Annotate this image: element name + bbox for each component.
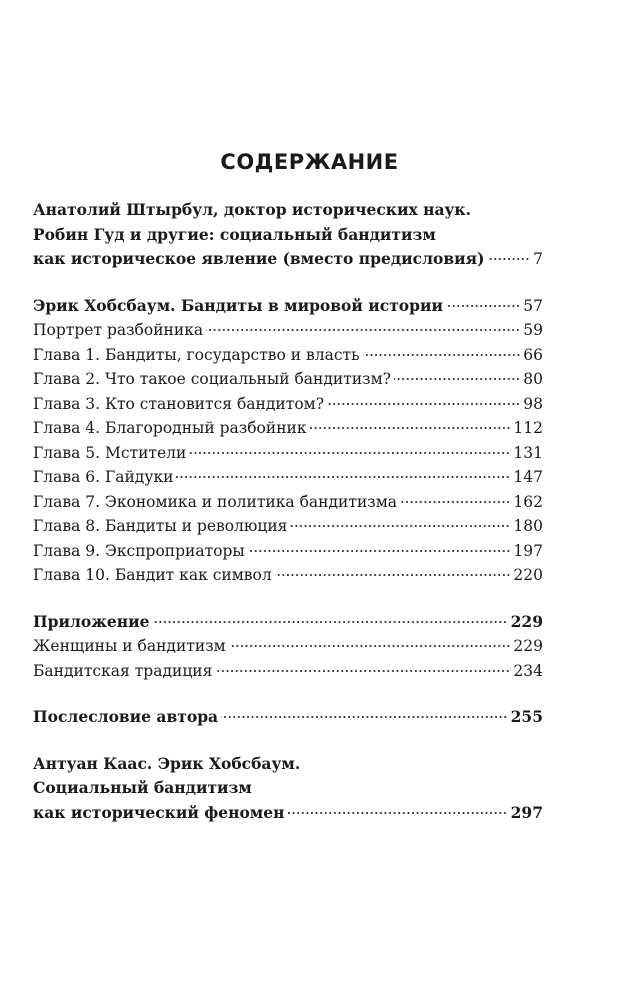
toc-entry-page: 66 (523, 345, 543, 364)
dot-leader (275, 572, 511, 578)
dot-leader (287, 810, 507, 816)
dot-leader (189, 450, 510, 456)
toc-entry-title: Бандитская традиция (33, 661, 213, 680)
dot-leader (248, 548, 511, 554)
toc-afterword (33, 705, 543, 730)
toc-appendix (33, 610, 543, 684)
toc-entry-main-heading (33, 294, 543, 319)
dot-leader (206, 327, 520, 333)
dot-leader (446, 303, 520, 309)
toc-entry-page: 57 (523, 296, 543, 315)
toc-entry-page: 162 (513, 492, 543, 511)
toc-entry (33, 465, 543, 490)
table-of-contents (33, 198, 543, 825)
toc-entry-title: Приложение (33, 611, 150, 631)
toc-entry-title: Портрет разбойника (33, 321, 204, 339)
toc-entry-title: Глава 1. Бандиты, государство и власть (33, 345, 360, 364)
toc-entry-page: 80 (523, 370, 543, 388)
toc-entry-appendix-heading (33, 610, 543, 635)
toc-entry-title: Послесловие автора (33, 707, 219, 726)
toc-entry-page: 112 (513, 419, 543, 437)
toc-kaas (33, 752, 543, 826)
toc-entry-page: 131 (513, 443, 543, 462)
toc-entry-title: как исторический феномен (33, 802, 285, 822)
kaas-line-2: Социальный бандитизм (33, 778, 252, 797)
toc-entry (33, 416, 543, 441)
dot-leader (290, 523, 510, 529)
toc-entry-afterword (33, 705, 543, 730)
toc-entry (33, 514, 543, 539)
toc-entry-page: 180 (513, 517, 543, 535)
toc-entry-preface (33, 247, 543, 272)
dot-leader (310, 425, 511, 431)
toc-entry (33, 563, 543, 588)
toc-entry-title: Глава 10. Бандит как символ (33, 566, 272, 584)
toc-entry-page: 197 (513, 541, 543, 560)
toc-entry-kaas (33, 801, 543, 826)
preface-line-2: Робин Гуд и другие: социальный бандитизм (33, 224, 436, 244)
toc-entry-title: Глава 7. Экономика и политика бандитизма (33, 492, 398, 511)
dot-leader (400, 499, 510, 505)
toc-entry-page: 220 (513, 566, 543, 584)
toc-entry (33, 392, 543, 417)
toc-entry-title: Глава 8. Бандиты и революция (33, 517, 288, 535)
dot-leader (394, 376, 520, 382)
toc-entry-page: 229 (510, 611, 543, 631)
dot-leader (215, 668, 510, 674)
toc-entry-page: 297 (510, 802, 543, 822)
toc-entry-title: Глава 3. Кто становится бандитом? (33, 394, 325, 413)
page-title: СОДЕРЖАНИЕ (220, 150, 399, 174)
dot-leader (152, 619, 507, 625)
toc-entry (33, 634, 543, 659)
toc-entry-title: Глава 4. Благородный разбойник (33, 419, 307, 437)
toc-entry-page: 7 (533, 250, 543, 268)
toc-entry (33, 367, 543, 392)
toc-entry-title: Эрик Хобсбаум. Бандиты в мировой истории (33, 295, 443, 315)
toc-entry (33, 659, 543, 684)
toc-entry (33, 539, 543, 564)
preface-line-1: Анатолий Штырбул, доктор исторических наук. (33, 200, 472, 219)
toc-entry (33, 343, 543, 368)
toc-entry-page: 234 (513, 661, 543, 680)
dot-leader (221, 714, 508, 720)
dot-leader (327, 401, 520, 407)
dot-leader (176, 474, 510, 480)
dot-leader (487, 256, 530, 262)
toc-entry-title: Глава 5. Мстители (33, 443, 187, 462)
toc-entry-title: Женщины и бандитизм (33, 637, 226, 655)
toc-main (33, 294, 543, 588)
toc-entry-page: 59 (523, 321, 543, 339)
toc-entry (33, 318, 543, 343)
toc-entry-page: 147 (513, 468, 543, 486)
toc-entry-title: как историческое явление (вместо предисловия) (33, 249, 485, 268)
kaas-line-1: Антуан Каас. Эрик Хобсбаум. (33, 753, 301, 773)
toc-entry (33, 490, 543, 515)
toc-entry-page: 229 (513, 637, 543, 655)
toc-entry-page: 98 (523, 394, 543, 413)
dot-leader (363, 352, 521, 358)
dot-leader (229, 643, 511, 649)
toc-entry-title: Глава 6. Гайдуки (33, 468, 174, 486)
toc-entry-page: 255 (510, 707, 543, 726)
toc-entry (33, 441, 543, 466)
toc-preface (33, 198, 543, 272)
toc-entry-title: Глава 9. Экспроприаторы (33, 541, 245, 560)
toc-entry-title: Глава 2. Что такое социальный бандитизм? (33, 370, 391, 388)
